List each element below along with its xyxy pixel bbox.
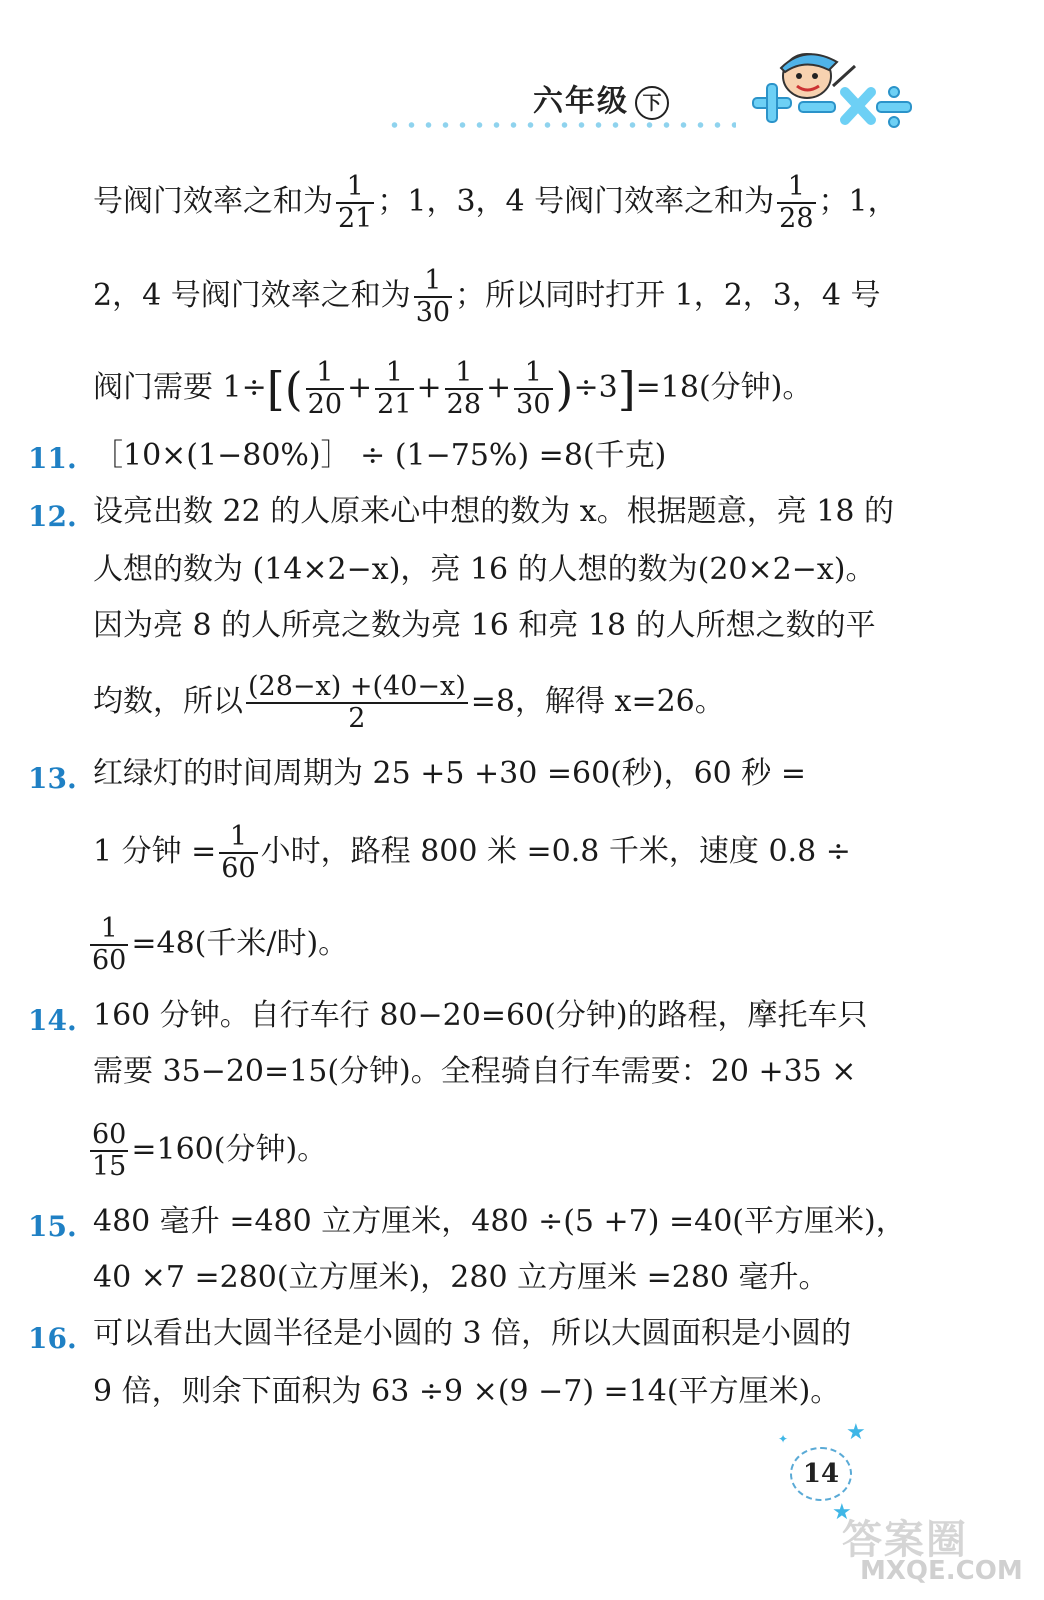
- denominator: 60: [92, 945, 127, 976]
- fraction: [414, 266, 452, 328]
- denominator: 15: [92, 1151, 127, 1182]
- text-line: [93, 172, 898, 234]
- text-segment: =48(千米/时)。: [131, 926, 349, 961]
- text-segment: ；所以同时打开 1，2，3，4 号: [455, 278, 881, 313]
- denominator: 21: [338, 203, 373, 234]
- right-paren: ): [555, 362, 574, 416]
- page-number: 14: [790, 1447, 852, 1501]
- text-line: [93, 266, 881, 328]
- denominator: 60: [221, 853, 256, 884]
- text-line: ［10×(1−80%)］ ÷ (1−75%) =8(千克): [93, 438, 667, 473]
- fraction: [514, 358, 552, 420]
- fraction: [336, 172, 374, 234]
- fraction: [246, 672, 468, 734]
- denominator: 30: [415, 297, 451, 328]
- left-bracket: [(: [266, 362, 303, 416]
- text-segment: 1 分钟 =: [93, 834, 217, 869]
- denominator: 20: [307, 389, 343, 420]
- text-segment: =160(分钟)。: [131, 1132, 328, 1167]
- text-line: 红绿灯的时间周期为 25 +5 +30 =60(秒)，60 秒 =: [93, 756, 806, 791]
- item-number: 16.: [28, 1322, 77, 1355]
- fraction: [306, 358, 344, 420]
- dotted-divider: [386, 122, 736, 128]
- numerator: 1: [219, 822, 257, 854]
- text-line: [93, 672, 725, 734]
- page-header: [0, 60, 1044, 150]
- text-segment: ÷3: [573, 370, 618, 405]
- fraction: [90, 914, 128, 976]
- item-number: 14.: [28, 1004, 77, 1037]
- numerator: 1: [514, 358, 552, 390]
- text-line: 设亮出数 22 的人原来心中想的数为 x。根据题意，亮 18 的: [93, 494, 894, 529]
- numerator: 1: [306, 358, 344, 390]
- text-line: 9 倍，则余下面积为 63 ÷9 ×(9 −7) =14(平方厘米)。: [93, 1374, 841, 1409]
- fraction: [219, 822, 257, 884]
- grade-title: [533, 76, 669, 120]
- fraction: [375, 358, 413, 420]
- text-line: 160 分钟。自行车行 80−20=60(分钟)的路程，摩托车只: [93, 998, 868, 1033]
- text-line: 阀门需要 1÷[( $\frac{1}{20}$ + $\frac{1}{21}$ + $\frac{1}{28}$ + $\frac{1}{30}$ )÷3]=18(分钟)。: [93, 357, 813, 420]
- text-segment: 号阀门效率之和为: [93, 184, 333, 219]
- text-line: [90, 914, 348, 976]
- grade-text: 六年级: [533, 84, 629, 119]
- text-line: 可以看出大圆半径是小圆的 3 倍，所以大圆面积是小圆的: [93, 1316, 852, 1351]
- text-line: 人想的数为 (14×2−x)，亮 16 的人想的数为(20×2−x)。: [93, 552, 876, 587]
- text-segment: ；1，: [818, 184, 898, 219]
- text-segment: 阀门需要 1÷: [93, 370, 267, 405]
- text-segment: ；1，3，4 号阀门效率之和为: [377, 184, 775, 219]
- text-segment: =8，解得 x=26。: [470, 684, 725, 719]
- item-number: 15.: [28, 1210, 77, 1243]
- right-bracket: ]: [617, 362, 636, 416]
- denominator: 30: [516, 389, 551, 420]
- numerator: 1: [445, 358, 483, 390]
- volume-badge: 下: [635, 86, 669, 120]
- denominator: 28: [779, 203, 814, 234]
- watermark-url: MXQE.COM: [860, 1556, 1023, 1586]
- denominator: 21: [377, 389, 412, 420]
- numerator: 1: [90, 914, 128, 946]
- item-number: 11.: [28, 442, 77, 475]
- text-segment: 2，4 号阀门效率之和为: [93, 278, 411, 313]
- numerator: 1: [414, 266, 452, 298]
- fraction: [90, 1120, 128, 1182]
- text-segment: 均数，所以: [93, 684, 243, 719]
- numerator: 1: [336, 172, 374, 204]
- item-number: 12.: [28, 500, 77, 533]
- text-line: [93, 822, 851, 884]
- numerator: 1: [777, 172, 815, 204]
- text-line: [90, 1120, 327, 1182]
- item-number: 13.: [28, 762, 77, 795]
- text-line: 40 ×7 =280(立方厘米)，280 立方厘米 =280 毫升。: [93, 1260, 829, 1295]
- fraction: [445, 358, 483, 420]
- star-icon: ★: [846, 1420, 866, 1445]
- text-segment: 小时，路程 800 米 =0.8 千米，速度 0.8 ÷: [260, 834, 851, 869]
- star-icon: ★: [832, 1500, 852, 1525]
- watermark-logo: 答案圈: [842, 1517, 968, 1563]
- star-icon: ✦: [778, 1432, 789, 1446]
- text-segment: =18(分钟)。: [635, 370, 813, 405]
- mascot-logo-icon: [745, 46, 915, 136]
- numerator: 1: [375, 358, 413, 390]
- numerator: 60: [92, 1119, 127, 1150]
- text-line: 需要 35−20=15(分钟)。全程骑自行车需要：20 +35 ×: [93, 1054, 857, 1089]
- numerator: (28−x) +(40−x): [248, 671, 466, 702]
- text-line: 480 毫升 =480 立方厘米，480 ÷(5 +7) =40(平方厘米)，: [93, 1204, 906, 1239]
- fraction: [777, 172, 815, 234]
- denominator: 2: [348, 703, 366, 734]
- text-line: 因为亮 8 的人所亮之数为亮 16 和亮 18 的人所想之数的平: [93, 608, 876, 643]
- denominator: 28: [446, 389, 482, 420]
